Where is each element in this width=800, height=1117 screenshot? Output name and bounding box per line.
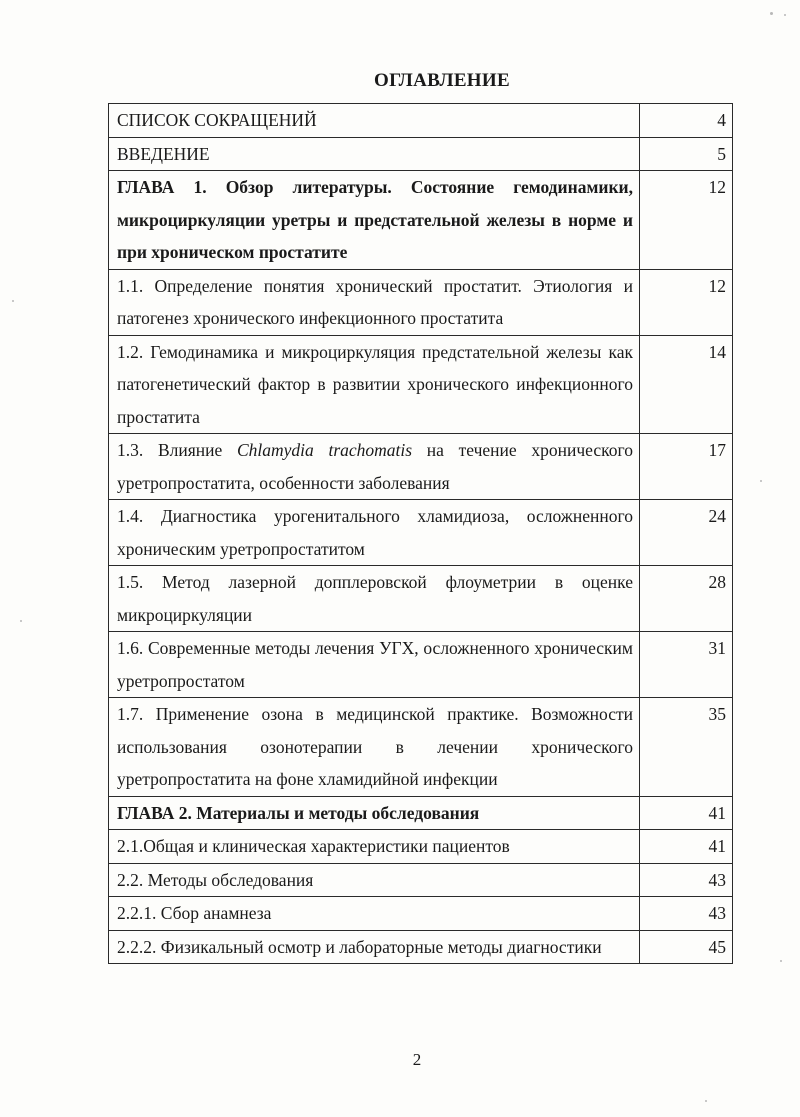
- toc-entry-page: 31: [640, 632, 733, 698]
- toc-entry-page: 41: [640, 796, 733, 830]
- toc-entry-page: 43: [640, 897, 733, 931]
- toc-row: [109, 500, 733, 566]
- toc-entry-title: ГЛАВА 1. Обзор литературы. Состояние гемодинамики, микроциркуляции уретры и предстательной железы в норме и при хроническом простатите: [109, 171, 640, 270]
- toc-entry-title: 1.4. Диагностика урогенитального хламидиоза, осложненного хроническим уретропростатитом: [109, 500, 640, 566]
- page-title: ОГЛАВЛЕНИЕ: [374, 70, 510, 91]
- scan-speck: [770, 12, 773, 15]
- scan-speck: [705, 1100, 707, 1102]
- scan-speck: [760, 480, 762, 482]
- toc-entry-title: 2.2.2. Физикальный осмотр и лабораторные методы диагностики: [109, 930, 640, 964]
- toc-row: [109, 698, 733, 797]
- toc-entry-title-part: 1.3. Влияние: [117, 440, 237, 460]
- toc-entry-title: 1.6. Современные методы лечения УГХ, осложненного хроническим уретропростатом: [109, 632, 640, 698]
- toc-entry-page: 14: [640, 335, 733, 434]
- toc-entry-page: 24: [640, 500, 733, 566]
- page-number: 2: [412, 1050, 422, 1069]
- toc-entry-page: 12: [640, 171, 733, 270]
- toc-row: [109, 632, 733, 698]
- toc-entry-title: 2.1.Общая и клиническая характеристики пациентов: [109, 830, 640, 864]
- scan-speck: [20, 620, 22, 622]
- toc-entry-page: 12: [640, 269, 733, 335]
- scan-speck: [780, 960, 782, 962]
- toc-entry-title: 2.2. Методы обследования: [109, 863, 640, 897]
- toc-row: [109, 137, 733, 171]
- toc-entry-page: 45: [640, 930, 733, 964]
- toc-entry-title: 1.2. Гемодинамика и микроциркуляция предстательной железы как патогенетический фактор в развитии хронического инфекционного простатита: [109, 335, 640, 434]
- toc-entry-page: 4: [640, 104, 733, 138]
- toc-row: [109, 863, 733, 897]
- toc-row: [109, 335, 733, 434]
- toc-entry-title: [109, 434, 640, 500]
- toc-row-chapter: [109, 796, 733, 830]
- toc-row: [109, 104, 733, 138]
- toc-row: [109, 897, 733, 931]
- toc-entry-title: ГЛАВА 2. Материалы и методы обследования: [109, 796, 640, 830]
- toc-entry-page: 43: [640, 863, 733, 897]
- toc-entry-title: СПИСОК СОКРАЩЕНИЙ: [109, 104, 640, 138]
- toc-entry-page: 28: [640, 566, 733, 632]
- toc-entry-title-part: на течение хронического уретропростатита, особенности заболевания: [117, 440, 633, 493]
- toc-row: [109, 830, 733, 864]
- table-of-contents: [108, 103, 733, 964]
- toc-row: [109, 930, 733, 964]
- toc-entry-page: 41: [640, 830, 733, 864]
- toc-entry-title-italic: Chlamydia trachomatis: [236, 440, 413, 460]
- toc-row: [109, 566, 733, 632]
- toc-entry-title: 1.5. Метод лазерной допплеровской флоуметрии в оценке микроциркуляции: [109, 566, 640, 632]
- toc-entry-title: 2.2.1. Сбор анамнеза: [109, 897, 640, 931]
- toc-entry-title: 1.1. Определение понятия хронический простатит. Этиология и патогенез хронического инфекционного простатита: [109, 269, 640, 335]
- toc-entry-page: 17: [640, 434, 733, 500]
- toc-entry-page: 35: [640, 698, 733, 797]
- toc-row: [109, 269, 733, 335]
- toc-row: [109, 434, 733, 500]
- scan-speck: [784, 14, 786, 16]
- toc-entry-title: 1.7. Применение озона в медицинской практике. Возможности использования озонотерапии в лечении хронического уретропростатита на фоне хламидийной инфекции: [109, 698, 640, 797]
- scan-speck: [12, 300, 14, 302]
- toc-entry-page: 5: [640, 137, 733, 171]
- toc-row-chapter: [109, 171, 733, 270]
- toc-entry-title: ВВЕДЕНИЕ: [109, 137, 640, 171]
